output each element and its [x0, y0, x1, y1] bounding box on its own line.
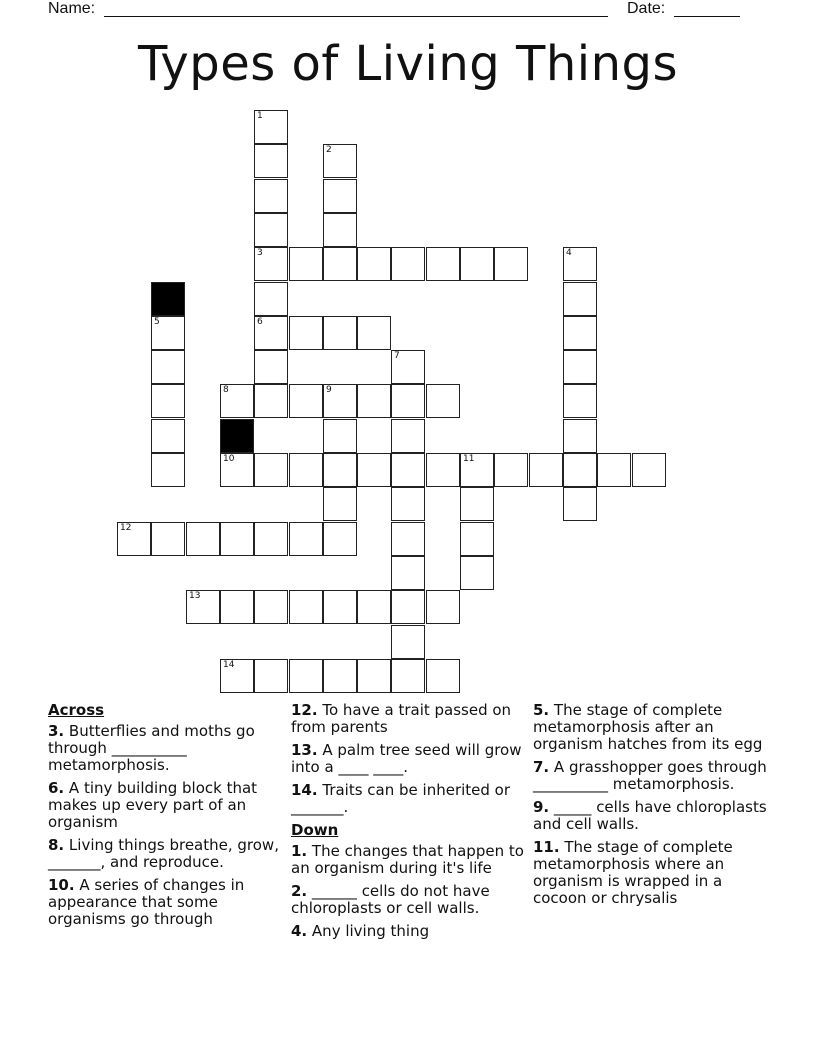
grid-cell[interactable] [323, 213, 357, 247]
black-cell [220, 419, 254, 453]
grid-cell[interactable] [151, 522, 185, 556]
grid-cell[interactable] [426, 453, 460, 487]
across-heading: Across [48, 701, 105, 719]
grid-cell[interactable] [323, 144, 357, 178]
grid-cell[interactable] [254, 179, 288, 213]
grid-cell[interactable] [323, 659, 357, 693]
grid-cell[interactable] [357, 453, 391, 487]
clue-number: 6 [257, 317, 263, 327]
clue-across-14: 14. Traits can be inherited or _______. [291, 781, 511, 816]
grid-cell[interactable] [391, 350, 425, 384]
grid-cell[interactable] [391, 659, 425, 693]
grid-cell[interactable] [323, 522, 357, 556]
grid-cell[interactable] [323, 590, 357, 624]
clue-down-11: 11. The stage of complete metamorphosis where an organism is wrapped in a cocoon or chrysalis [533, 838, 733, 907]
clue-down-9: 9. _____ cells have chloroplasts and cell walls. [533, 798, 767, 833]
grid-cell[interactable] [391, 590, 425, 624]
clue-across-3: 3. Butterflies and moths go through __________ metamorphosis. [48, 722, 255, 774]
clue-number: 8 [223, 385, 229, 395]
grid-cell[interactable] [254, 350, 288, 384]
grid-cell[interactable] [563, 384, 597, 418]
clue-number: 10 [223, 454, 235, 464]
grid-cell[interactable] [391, 487, 425, 521]
grid-cell[interactable] [357, 659, 391, 693]
grid-cell[interactable] [563, 419, 597, 453]
clue-number: 5 [154, 317, 160, 327]
grid-cell[interactable] [254, 522, 288, 556]
grid-cell[interactable] [563, 282, 597, 316]
clue-number: 3 [257, 248, 263, 258]
clue-number: 9 [326, 385, 332, 395]
grid-cell[interactable] [357, 590, 391, 624]
grid-cell[interactable] [460, 522, 494, 556]
grid-cell[interactable] [254, 453, 288, 487]
clue-number: 2 [326, 145, 332, 155]
grid-cell[interactable] [563, 350, 597, 384]
down-heading: Down [291, 821, 339, 839]
grid-cell[interactable] [494, 453, 528, 487]
grid-cell[interactable] [563, 316, 597, 350]
grid-cell[interactable] [323, 419, 357, 453]
grid-cell[interactable] [220, 453, 254, 487]
grid-cell[interactable] [597, 453, 631, 487]
grid-cell[interactable] [151, 453, 185, 487]
clue-down-1: 1. The changes that happen to an organism during it's life [291, 842, 524, 877]
clue-down-2: 2. ______ cells do not have chloroplasts or cell walls. [291, 882, 490, 917]
grid-cell[interactable] [426, 659, 460, 693]
grid-cell[interactable] [563, 453, 597, 487]
grid-cell[interactable] [254, 282, 288, 316]
grid-cell[interactable] [391, 522, 425, 556]
grid-cell[interactable] [357, 384, 391, 418]
grid-cell[interactable] [323, 384, 357, 418]
grid-cell[interactable] [323, 453, 357, 487]
grid-cell[interactable] [220, 384, 254, 418]
grid-cell[interactable] [289, 384, 323, 418]
grid-cell[interactable] [391, 556, 425, 590]
grid-cell[interactable] [357, 316, 391, 350]
clue-number: 14 [223, 660, 235, 670]
clue-across-6: 6. A tiny building block that makes up every part of an organism [48, 779, 258, 831]
grid-cell[interactable] [254, 316, 288, 350]
grid-cell[interactable] [254, 213, 288, 247]
grid-cell[interactable] [254, 247, 288, 281]
grid-cell[interactable] [391, 247, 425, 281]
grid-cell[interactable] [151, 419, 185, 453]
grid-cell[interactable] [323, 179, 357, 213]
grid-cell[interactable] [289, 590, 323, 624]
grid-cell[interactable] [563, 487, 597, 521]
grid-cell[interactable] [151, 316, 185, 350]
grid-cell[interactable] [357, 247, 391, 281]
clue-down-5: 5. The stage of complete metamorphosis after an organism hatches from its egg [533, 701, 763, 753]
clue-across-12: 12. To have a trait passed on from parents [291, 701, 512, 736]
grid-cell[interactable] [289, 247, 323, 281]
grid-cell[interactable] [460, 487, 494, 521]
grid-cell[interactable] [186, 590, 220, 624]
black-cell [151, 282, 185, 316]
clue-number: 7 [394, 351, 400, 361]
grid-cell[interactable] [563, 247, 597, 281]
clue-number: 4 [566, 248, 572, 258]
grid-cell[interactable] [426, 590, 460, 624]
grid-cell[interactable] [529, 453, 563, 487]
grid-cell[interactable] [289, 453, 323, 487]
clue-across-8: 8. Living things breathe, grow, _______, and reproduce. [48, 836, 279, 871]
across-clues-column-1 [48, 702, 284, 934]
clue-across-10: 10. A series of changes in appearance that some organisms go through [48, 876, 245, 928]
grid-cell[interactable] [254, 590, 288, 624]
grid-cell[interactable] [254, 659, 288, 693]
grid-cell[interactable] [426, 247, 460, 281]
grid-cell[interactable] [186, 522, 220, 556]
clue-across-13: 13. A palm tree seed will grow into a ____ ____. [291, 741, 522, 776]
grid-cell[interactable] [289, 522, 323, 556]
name-label: Name: [48, 0, 96, 17]
grid-cell[interactable] [391, 625, 425, 659]
clue-number: 11 [463, 454, 475, 464]
grid-cell[interactable] [391, 419, 425, 453]
grid-cell[interactable] [220, 659, 254, 693]
clue-number: 1 [257, 111, 263, 121]
grid-cell[interactable] [323, 316, 357, 350]
grid-cell[interactable] [323, 247, 357, 281]
grid-cell[interactable] [289, 316, 323, 350]
grid-cell[interactable] [323, 487, 357, 521]
grid-cell[interactable] [460, 556, 494, 590]
date-label: Date: [627, 0, 666, 17]
grid-cell[interactable] [151, 350, 185, 384]
grid-cell[interactable] [254, 144, 288, 178]
grid-cell[interactable] [254, 384, 288, 418]
grid-cell[interactable] [151, 384, 185, 418]
grid-cell[interactable] [460, 247, 494, 281]
grid-cell[interactable] [220, 590, 254, 624]
grid-cell[interactable] [117, 522, 151, 556]
grid-cell[interactable] [426, 384, 460, 418]
grid-cell[interactable] [460, 453, 494, 487]
down-clues-column-3 [533, 702, 769, 913]
grid-cell[interactable] [632, 453, 666, 487]
grid-cell[interactable] [289, 659, 323, 693]
grid-cell[interactable] [391, 384, 425, 418]
grid-cell[interactable] [254, 110, 288, 144]
clue-number: 12 [120, 523, 132, 533]
grid-cell[interactable] [391, 453, 425, 487]
grid-cell[interactable] [220, 522, 254, 556]
clue-down-4: 4. Any living thing [291, 922, 430, 940]
clue-number: 13 [189, 591, 201, 601]
clue-down-7: 7. A grasshopper goes through __________ metamorphosis. [533, 758, 767, 793]
grid-cell[interactable] [494, 247, 528, 281]
page-title: Types of Living Things [138, 36, 678, 92]
clues-column-2 [291, 702, 527, 946]
